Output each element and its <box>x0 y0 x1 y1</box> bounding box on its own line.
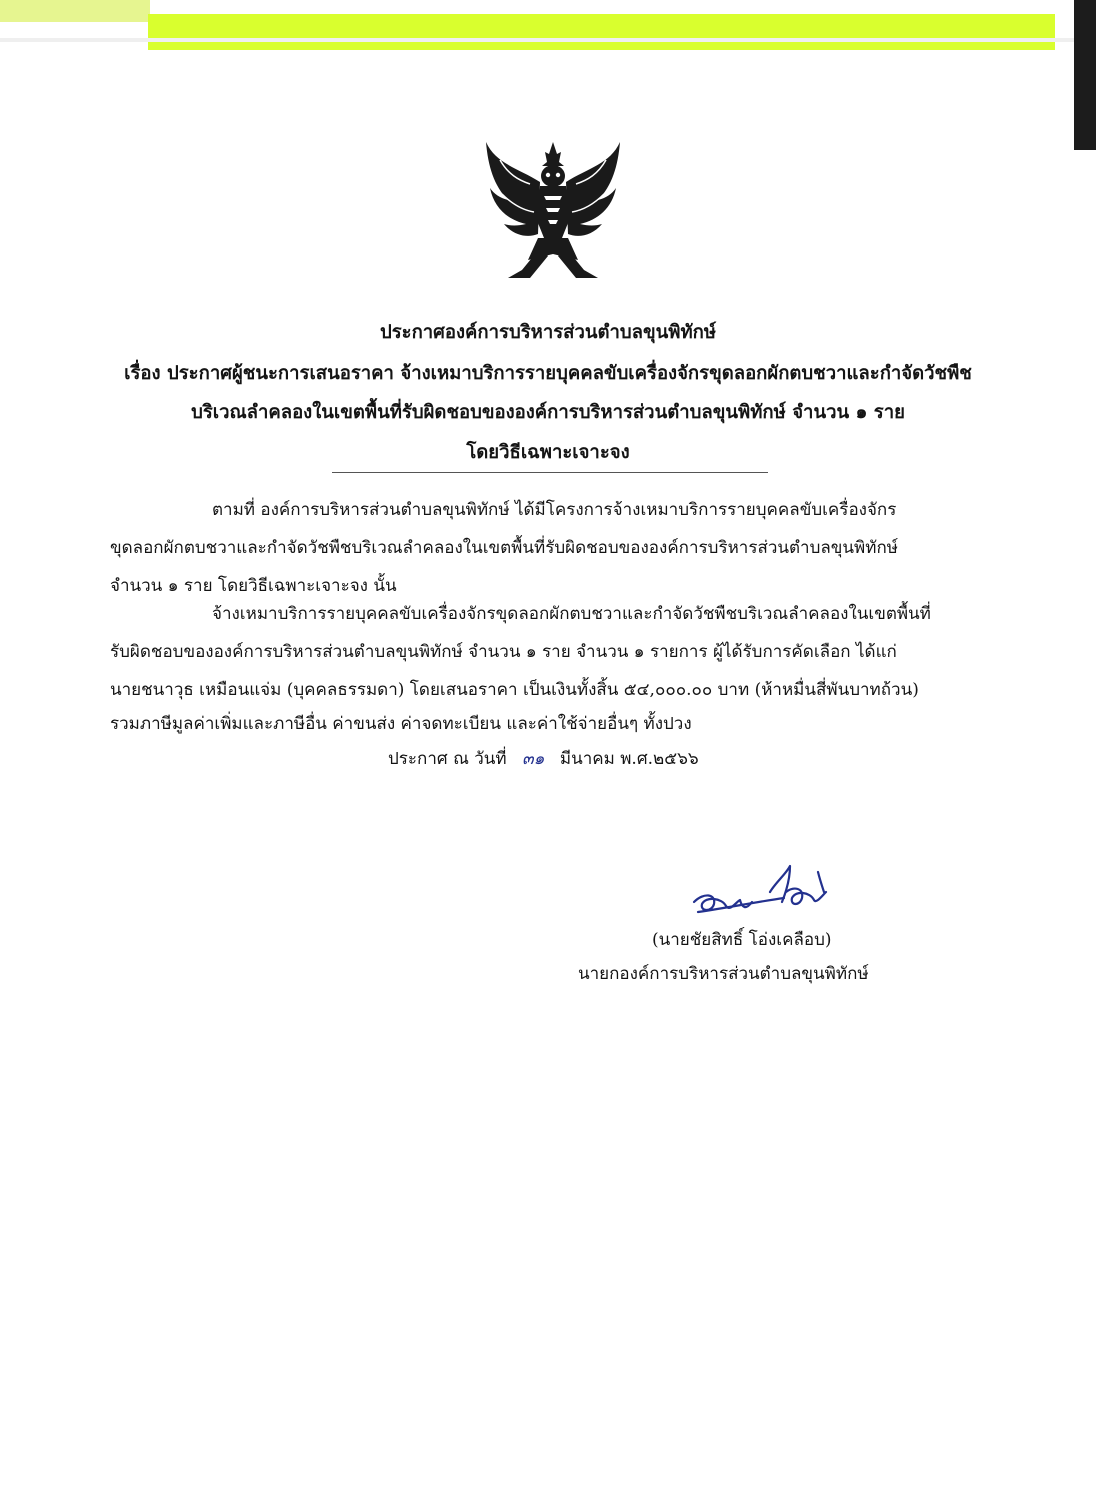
announcement-title: ประกาศองค์การบริหารส่วนตำบลขุนพิทักษ์ <box>379 322 717 343</box>
dark-edge <box>1074 0 1096 150</box>
date-day: ๓๑ <box>522 749 545 769</box>
subject-line-2: บริเวณลำคลองในเขตพื้นที่รับผิดชอบขององค์การบริหารส่วนตำบลขุนพิทักษ์ จำนวน ๑ ราย <box>191 402 905 423</box>
subject-line-3: โดยวิธีเฉพาะเจาะจง <box>466 442 630 463</box>
paragraph-1-line-3: จำนวน ๑ ราย โดยวิธีเฉพาะเจาะจง นั้น <box>110 576 397 596</box>
paragraph-2-line-2: รับผิดชอบขององค์การบริหารส่วนตำบลขุนพิทักษ์ จำนวน ๑ ราย จำนวน ๑ รายการ ผู้ได้รับการคัดเลือก ได้แก่ <box>110 642 897 662</box>
paragraph-2-line-4: รวมภาษีมูลค่าเพิ่มและภาษีอื่น ค่าขนส่ง ค่าจดทะเบียน และค่าใช้จ่ายอื่นๆ ทั้งปวง <box>110 714 692 734</box>
handwritten-signature <box>686 862 836 922</box>
paragraph-2-line-1: จ้างเหมาบริการรายบุคคลขับเครื่องจักรขุดลอกผักตบชวาและกำจัดวัชพืชบริเวณลำคลองในเขตพื้นที่ <box>212 604 931 624</box>
page-edge-shadow <box>0 38 1074 42</box>
date-month-year: มีนาคม พ.ศ.๒๕๖๖ <box>559 749 699 769</box>
signer-title: นายกองค์การบริหารส่วนตำบลขุนพิทักษ์ <box>578 964 869 984</box>
paragraph-1-line-1: ตามที่ องค์การบริหารส่วนตำบลขุนพิทักษ์ ได้มีโครงการจ้างเหมาบริการรายบุคคลขับเครื่องจักร <box>212 500 897 520</box>
header-divider <box>332 472 768 473</box>
announcement-date <box>388 745 699 772</box>
subject-line-1: เรื่อง ประกาศผู้ชนะการเสนอราคา จ้างเหมาบริการรายบุคคลขับเครื่องจักรขุดลอกผักตบชวาและกำจัดวัชพืช <box>124 363 972 384</box>
paragraph-2-line-3: นายชนาวุธ เหมือนแจ่ม (บุคคลธรรมดา) โดยเสนอราคา เป็นเงินทั้งสิ้น ๕๔,๐๐๐.๐๐ บาท (ห้าหมื่นสี่พันบาทถ้วน) <box>110 680 919 700</box>
signer-name: (นายชัยสิทธิ์ โอ่งเคลือบ) <box>652 930 832 950</box>
date-prefix: ประกาศ ณ วันที่ <box>388 749 507 769</box>
garuda-emblem <box>478 138 628 288</box>
highlighter-tab <box>148 14 1055 50</box>
tab-strip-left <box>0 0 150 22</box>
paragraph-1-line-2: ขุดลอกผักตบชวาและกำจัดวัชพืชบริเวณลำคลองในเขตพื้นที่รับผิดชอบขององค์การบริหารส่วนตำบลขุนพิทักษ์ <box>110 538 898 558</box>
